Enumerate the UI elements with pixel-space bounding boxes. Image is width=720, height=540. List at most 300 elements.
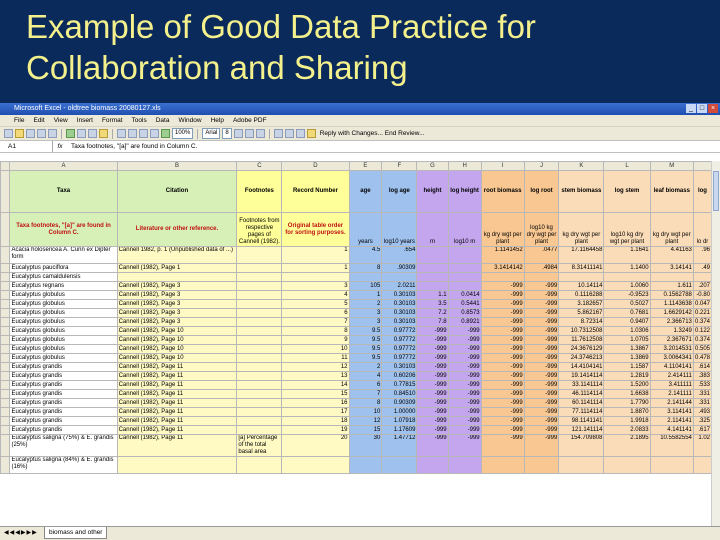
cell-lstem[interactable]: -0.9523 [604, 291, 650, 300]
cell-leaf[interactable]: 4.41163 [650, 247, 693, 264]
cell-h[interactable]: -999 [417, 363, 448, 372]
row-header[interactable] [1, 309, 10, 318]
cell-lh[interactable] [448, 264, 481, 273]
log-leaf-units[interactable]: lo dr [693, 213, 711, 247]
fx-icon[interactable]: fx [57, 143, 63, 150]
cell-leaf[interactable]: 0.1562788 [650, 291, 693, 300]
row-header[interactable] [1, 372, 10, 381]
menu-file[interactable]: File [14, 117, 25, 124]
cell-cite[interactable]: Cannell (1982), Page 11 [117, 390, 237, 399]
header-log-age[interactable]: log age [382, 171, 417, 213]
cell-lh[interactable]: 0.8921 [448, 318, 481, 327]
cell-h[interactable]: -999 [417, 426, 448, 435]
cell-cite[interactable]: Cannell (1982), Page 10 [117, 354, 237, 363]
cell-taxa[interactable]: Eucalyptus grandis [10, 408, 117, 417]
cell-cite[interactable]: Cannell (1982), Page 11 [117, 381, 237, 390]
cell-lroot[interactable]: -999 [524, 282, 559, 291]
cell-lh[interactable]: -999 [448, 327, 481, 336]
cell-lh[interactable]: 0.5441 [448, 300, 481, 309]
cell-lage[interactable]: 1.47712 [382, 435, 417, 457]
cell-rec[interactable]: 3 [282, 282, 349, 291]
cell-lroot[interactable]: -999 [524, 363, 559, 372]
cell-lstem[interactable]: 0.5027 [604, 300, 650, 309]
cell-taxa[interactable]: Eucalyptus pauciflora [10, 264, 117, 273]
cell-root[interactable] [481, 273, 524, 282]
cell-lleaf[interactable]: .331 [693, 390, 711, 399]
cell-lage[interactable]: 0.30103 [382, 318, 417, 327]
cell-rec[interactable]: 17 [282, 408, 349, 417]
cell-lstem[interactable]: 1.5200 [604, 381, 650, 390]
row-header[interactable] [1, 264, 10, 273]
age-units[interactable]: years [349, 213, 382, 247]
minimize-icon[interactable]: _ [686, 104, 696, 113]
save-icon[interactable] [26, 129, 35, 138]
cell-stem[interactable]: 17.1164458 [559, 247, 604, 264]
font-size-select[interactable]: 8 [222, 128, 231, 139]
row-header[interactable] [1, 354, 10, 363]
row-header[interactable] [1, 399, 10, 408]
row-header[interactable] [1, 336, 10, 345]
cell-h[interactable]: -999 [417, 345, 448, 354]
cell-lage[interactable]: 0.30103 [382, 363, 417, 372]
cell-rec[interactable]: 9 [282, 336, 349, 345]
cell-lstem[interactable]: 1.0060 [604, 282, 650, 291]
column-header-c[interactable]: C [237, 162, 282, 171]
cell-lleaf[interactable]: 0.122 [694, 328, 710, 334]
cell-cite[interactable]: Cannell (1982), Page 3 [117, 318, 237, 327]
cell-h[interactable]: -999 [417, 399, 448, 408]
cell-stem[interactable]: 3.182657 [559, 300, 604, 309]
cell-cite[interactable] [117, 457, 237, 474]
cell-leaf[interactable]: 1.6629142 [650, 309, 693, 318]
cell-lage[interactable]: 0.30103 [382, 309, 417, 318]
cell-leaf[interactable]: 3.0064341 [650, 354, 693, 363]
underline-icon[interactable] [256, 129, 265, 138]
cell-fn[interactable] [237, 363, 282, 372]
menu-format[interactable]: Format [101, 117, 123, 124]
cell-lage[interactable] [382, 273, 417, 282]
cell-cite[interactable]: Cannell (1982), Page 10 [117, 336, 237, 345]
cell-lage[interactable]: 0.97772 [382, 345, 417, 354]
cell-lleaf[interactable]: .331 [693, 399, 711, 408]
cell-lage[interactable]: 0.60206 [382, 372, 417, 381]
cell-rec[interactable]: 11 [282, 354, 349, 363]
row-header[interactable] [1, 345, 10, 354]
cell-lleaf[interactable]: .325 [693, 417, 711, 426]
header-stem-biomass[interactable]: stem biomass [559, 171, 604, 213]
cell-h[interactable]: -999 [417, 327, 448, 336]
row-header[interactable] [1, 282, 10, 291]
align-center-icon[interactable] [285, 129, 294, 138]
header-taxa[interactable]: Taxa [10, 171, 117, 213]
header-footnotes[interactable]: Footnotes [237, 171, 282, 213]
column-header-m[interactable]: M [650, 162, 693, 171]
record-note[interactable]: Original table order for sorting purposes. [282, 213, 349, 247]
menu-view[interactable]: View [53, 117, 68, 124]
cell-lroot[interactable]: -999 [524, 417, 559, 426]
cell-taxa[interactable]: Eucalyptus globulus [10, 309, 117, 318]
cell-taxa[interactable]: Eucalyptus saligna (84%) & E. grandis (16%) [10, 457, 117, 474]
review-toolbar-text[interactable]: Reply with Changes... End Review... [319, 130, 425, 137]
row-header[interactable] [1, 273, 10, 282]
cell-lh[interactable]: 0.0414 [448, 291, 481, 300]
cell-stem[interactable]: 33.1141114 [559, 381, 604, 390]
cell-leaf[interactable]: 3.14141 [650, 264, 693, 273]
cell-h[interactable]: -999 [417, 417, 448, 426]
cell-rec[interactable]: 15 [282, 390, 349, 399]
menu-window[interactable]: Window [178, 117, 202, 124]
header-record-number[interactable]: Record Number [282, 171, 349, 213]
column-header-i[interactable]: I [481, 162, 524, 171]
cell-lstem[interactable]: 1.3869 [604, 354, 650, 363]
cell-lstem[interactable]: 0.9407 [604, 318, 650, 327]
header-log-leaf[interactable]: log [693, 171, 711, 213]
cell-lh[interactable]: 0.8573 [448, 309, 481, 318]
cell-fn[interactable] [237, 345, 282, 354]
cell-rec[interactable]: 14 [282, 381, 349, 390]
cell-h[interactable]: -999 [417, 435, 448, 457]
cell-stem[interactable]: 0.1116288 [559, 291, 604, 300]
cell-cite[interactable]: Cannell (1982), Page 11 [117, 372, 237, 381]
cell-age[interactable]: 9.5 [349, 327, 382, 336]
cell-stem[interactable]: 10.7312508 [559, 327, 604, 336]
cell-lstem[interactable]: 1.7790 [604, 399, 650, 408]
cell-lage[interactable]: 2.0211 [382, 282, 417, 291]
cell-leaf[interactable]: 2.414111 [650, 372, 693, 381]
cell-rec[interactable]: 8 [282, 327, 349, 336]
row-header[interactable] [1, 363, 10, 372]
cell-root[interactable]: -999 [481, 282, 524, 291]
cell-fn[interactable] [237, 264, 282, 273]
cell-stem[interactable] [559, 457, 604, 474]
stem-units[interactable]: kg dry wgt per plant [559, 213, 604, 247]
cell-lage[interactable]: 1.00000 [382, 408, 417, 417]
cell-fn[interactable] [237, 247, 282, 264]
row-header[interactable] [1, 381, 10, 390]
cell-lroot[interactable]: -999 [524, 318, 559, 327]
taxa-note[interactable]: Taxa footnotes, "[a]" are found in Column C. [10, 213, 117, 247]
menu-adobe-pdf[interactable]: Adobe PDF [232, 117, 267, 124]
cell-lstem[interactable]: 2.1895 [604, 435, 650, 457]
cell-lstem[interactable]: 0.7681 [604, 309, 650, 318]
cell-taxa[interactable]: Eucalyptus grandis [10, 381, 117, 390]
cell-root[interactable]: -999 [481, 291, 524, 300]
cell-leaf[interactable] [650, 457, 693, 474]
cell-cite[interactable]: Cannell (1982), Page 11 [117, 363, 237, 372]
cell-lh[interactable]: -999 [448, 390, 481, 399]
cell-taxa[interactable]: Eucalyptus grandis [10, 363, 117, 372]
cell-lstem[interactable]: 1.3867 [604, 345, 650, 354]
cell-taxa[interactable]: Eucalyptus grandis [10, 399, 117, 408]
cell-cite[interactable]: Cannell (1982), Page 11 [117, 417, 237, 426]
row-header[interactable] [1, 426, 10, 435]
cell-rec[interactable]: 7 [282, 318, 349, 327]
cell-age[interactable]: 9.5 [349, 354, 382, 363]
leaf-units[interactable]: kg dry wgt per plant [650, 213, 693, 247]
cell-rec[interactable]: 5 [282, 300, 349, 309]
italic-icon[interactable] [245, 129, 254, 138]
cell-lstem[interactable]: 1.1641 [604, 247, 650, 264]
cell-lroot[interactable]: .0477 [524, 247, 559, 264]
cell-lh[interactable]: -999 [448, 435, 481, 457]
header-leaf-biomass[interactable]: leaf biomass [650, 171, 693, 213]
row-header[interactable] [1, 300, 10, 309]
cell-fn[interactable] [237, 381, 282, 390]
cell-lstem[interactable]: 1.2819 [604, 372, 650, 381]
cell-lage[interactable]: 0.30103 [382, 291, 417, 300]
cell-lh[interactable]: -999 [448, 399, 481, 408]
cell-h[interactable] [417, 457, 448, 474]
cell-leaf[interactable]: 10.5582554 [650, 435, 693, 457]
cell-stem[interactable]: 24.3746213 [559, 354, 604, 363]
cell-age[interactable]: 9.5 [349, 345, 382, 354]
cell-lroot[interactable]: -999 [524, 399, 559, 408]
cell-age[interactable]: 15 [349, 426, 382, 435]
row-header[interactable] [1, 327, 10, 336]
cell-lstem[interactable] [604, 457, 650, 474]
cell-lleaf[interactable]: 1.02 [693, 435, 711, 457]
sheet-nav-arrows[interactable]: ◀◀◀▶▶▶ [4, 530, 38, 536]
cell-lroot[interactable]: -999 [524, 309, 559, 318]
cell-rec[interactable]: 13 [282, 372, 349, 381]
cell-lstem[interactable]: 1.1400 [604, 264, 650, 273]
cell-lleaf[interactable]: 0.221 [694, 310, 710, 316]
header-root-biomass[interactable]: root biomass [481, 171, 524, 213]
cell-taxa[interactable]: Eucalyptus saligna (75%) & E. grandis (25%) [10, 435, 117, 457]
cell-root[interactable]: -999 [481, 390, 524, 399]
cell-lroot[interactable]: -999 [524, 354, 559, 363]
cell-leaf[interactable]: 4.1104141 [650, 363, 693, 372]
cell-cite[interactable]: Cannell (1982), Page 3 [117, 291, 237, 300]
cell-fn[interactable] [237, 457, 282, 474]
cell-rec[interactable]: 6 [282, 309, 349, 318]
cell-lroot[interactable]: -999 [524, 336, 559, 345]
cell-age[interactable]: 10 [349, 408, 382, 417]
cell-h[interactable] [417, 282, 448, 291]
cell-root[interactable]: -999 [481, 363, 524, 372]
cell-leaf[interactable]: 2.114141 [650, 417, 693, 426]
cell-fn[interactable] [237, 426, 282, 435]
cell-lage[interactable]: 0.97772 [382, 354, 417, 363]
menu-help[interactable]: Help [210, 117, 224, 124]
height-units[interactable]: m [417, 213, 448, 247]
cell-lh[interactable]: -999 [448, 363, 481, 372]
cell-lroot[interactable]: .4984 [524, 264, 559, 273]
cell-root[interactable]: -999 [481, 327, 524, 336]
menu-insert[interactable]: Insert [76, 117, 93, 124]
close-icon[interactable]: × [708, 104, 718, 113]
cell-lroot[interactable]: -999 [524, 327, 559, 336]
cell-h[interactable]: -999 [417, 381, 448, 390]
footnotes-note[interactable]: Footnotes from respective pages of Cannell (1982). [237, 213, 282, 247]
cell-lleaf[interactable]: 0.505 [694, 346, 710, 352]
cell-lh[interactable]: -999 [448, 417, 481, 426]
cell-taxa[interactable]: Eucalyptus camaldulensis [10, 273, 117, 282]
column-header-l[interactable]: L [604, 162, 650, 171]
cell-lage[interactable]: .654 [382, 247, 417, 264]
log-stem-units[interactable]: log10 kg dry wgt per plant [604, 213, 650, 247]
cell-leaf[interactable]: 2.367671 [650, 336, 693, 345]
cell-root[interactable]: -999 [481, 345, 524, 354]
cell-rec[interactable] [282, 273, 349, 282]
spelling-icon[interactable] [66, 129, 75, 138]
cell-lleaf[interactable] [693, 273, 711, 282]
cell-root[interactable]: -999 [481, 426, 524, 435]
print-icon[interactable] [37, 129, 46, 138]
cell-taxa[interactable]: Acacia holosericea A. Cunn ex Dipter form [10, 247, 117, 264]
cell-taxa[interactable]: Eucalyptus grandis [10, 417, 117, 426]
cell-rec[interactable]: 12 [282, 363, 349, 372]
cell-cite[interactable]: Cannell (1982), Page 3 [117, 309, 237, 318]
cell-root[interactable]: -999 [481, 309, 524, 318]
cell-cite[interactable]: Cannell (1982), Page 11 [117, 408, 237, 417]
cell-lh[interactable]: -999 [448, 426, 481, 435]
new-icon[interactable] [4, 129, 13, 138]
formula-content[interactable]: Taxa footnotes, "[a]" are found in Column C. [71, 143, 198, 150]
cell-lroot[interactable]: -999 [524, 390, 559, 399]
cell-leaf[interactable]: 3.411111 [650, 381, 693, 390]
cell-age[interactable]: 3 [349, 309, 382, 318]
header-age[interactable]: age [349, 171, 382, 213]
cell-age[interactable]: 6 [349, 381, 382, 390]
cell-taxa[interactable]: Eucalyptus globulus [10, 354, 117, 363]
cell-age[interactable]: 2 [349, 363, 382, 372]
align-right-icon[interactable] [296, 129, 305, 138]
cell-fn[interactable] [237, 327, 282, 336]
cell-lleaf[interactable]: -0.80 [693, 291, 711, 300]
cell-lleaf[interactable]: 0.478 [694, 355, 710, 361]
cell-lstem[interactable]: 1.9918 [604, 417, 650, 426]
cell-age[interactable]: 2 [349, 300, 382, 309]
cell-fn[interactable] [237, 372, 282, 381]
cell-lage[interactable]: 0.90309 [382, 399, 417, 408]
cell-h[interactable]: -999 [417, 408, 448, 417]
cell-stem[interactable] [559, 273, 604, 282]
cell-lleaf[interactable]: 0.374 [694, 319, 710, 325]
cell-lroot[interactable] [524, 457, 559, 474]
cell-age[interactable]: 1 [349, 291, 382, 300]
cell-root[interactable]: -999 [481, 300, 524, 309]
cell-root[interactable]: -999 [481, 372, 524, 381]
print-preview-icon[interactable] [48, 129, 57, 138]
cell-h[interactable] [417, 247, 448, 264]
cell-rec[interactable]: 1 [282, 247, 349, 264]
cell-cite[interactable]: Cannell (1982), Page 10 [117, 345, 237, 354]
sheet-tab[interactable]: biomass and other [44, 527, 107, 539]
zoom-select[interactable]: 100% [172, 128, 193, 139]
cell-age[interactable] [349, 457, 382, 474]
cell-stem[interactable]: 60.1141114 [559, 399, 604, 408]
name-box[interactable]: A1 [0, 141, 53, 152]
cell-lage[interactable]: 0.84510 [382, 390, 417, 399]
cell-taxa[interactable]: Eucalyptus regnans [10, 282, 117, 291]
cell-h[interactable]: -999 [417, 336, 448, 345]
cell-taxa[interactable]: Eucalyptus globulus [10, 345, 117, 354]
header-log-root[interactable]: log root [524, 171, 559, 213]
cell-root[interactable] [481, 457, 524, 474]
cell-fn[interactable] [237, 336, 282, 345]
cell-rec[interactable] [282, 457, 349, 474]
cell-stem[interactable]: 14.4104141 [559, 363, 604, 372]
cell-rec[interactable]: 19 [282, 426, 349, 435]
log-age-units[interactable]: log10 years [382, 213, 417, 247]
cell-lleaf[interactable]: .49 [693, 264, 711, 273]
scrollbar-thumb[interactable] [713, 171, 719, 211]
cell-lroot[interactable]: -999 [524, 426, 559, 435]
select-all-corner[interactable] [1, 162, 10, 171]
cell-h[interactable] [417, 264, 448, 273]
cell-rec[interactable]: 16 [282, 399, 349, 408]
cell-h[interactable]: -999 [417, 372, 448, 381]
cell-lleaf[interactable]: .383 [693, 372, 711, 381]
cell-lroot[interactable]: -999 [524, 372, 559, 381]
cell-cite[interactable]: Cannell 1982, p. 1 (Unpublished data of ...) [117, 247, 237, 264]
cell-leaf[interactable]: 1.3249 [650, 327, 693, 336]
cell-lleaf[interactable]: .493 [693, 408, 711, 417]
cell-age[interactable]: 7 [349, 390, 382, 399]
cell-lh[interactable]: -999 [448, 354, 481, 363]
row-header[interactable] [1, 417, 10, 426]
cell-lroot[interactable]: -999 [524, 291, 559, 300]
cell-leaf[interactable]: 4.141141 [650, 426, 693, 435]
cell-rec[interactable]: 4 [282, 291, 349, 300]
cell-cite[interactable]: Cannell (1982), Page 3 [117, 282, 237, 291]
cell-root[interactable]: -999 [481, 354, 524, 363]
header-citation[interactable]: Citation [117, 171, 237, 213]
cell-lstem[interactable]: 1.0306 [604, 327, 650, 336]
cell-lleaf[interactable]: .207 [693, 282, 711, 291]
font-select[interactable]: Arial [202, 128, 220, 139]
redo-icon[interactable] [128, 129, 137, 138]
cell-fn[interactable] [237, 273, 282, 282]
cell-lstem[interactable]: 1.6638 [604, 390, 650, 399]
cell-lroot[interactable] [524, 273, 559, 282]
column-header-j[interactable]: J [524, 162, 559, 171]
cell-stem[interactable]: 5.862167 [559, 309, 604, 318]
cell-stem[interactable]: 8.31411141 [559, 264, 604, 273]
undo-icon[interactable] [117, 129, 126, 138]
menu-tools[interactable]: Tools [131, 117, 147, 124]
column-header-f[interactable]: F [382, 162, 417, 171]
cell-stem[interactable]: 8.72314 [559, 318, 604, 327]
cell-lroot[interactable]: -999 [524, 381, 559, 390]
cell-lh[interactable]: -999 [448, 336, 481, 345]
root-units[interactable]: kg dry wgt per plant [481, 213, 524, 247]
chart-wizard-icon[interactable] [161, 129, 170, 138]
cell-taxa[interactable]: Eucalyptus globulus [10, 300, 117, 309]
bold-icon[interactable] [234, 129, 243, 138]
cell-lh[interactable] [448, 247, 481, 264]
cell-cite[interactable]: Cannell (1982), Page 10 [117, 327, 237, 336]
cell-root[interactable]: 1.1141452 [481, 247, 524, 264]
cell-h[interactable]: -999 [417, 390, 448, 399]
cell-fn[interactable] [237, 390, 282, 399]
cell-rec[interactable]: 1 [282, 264, 349, 273]
cell-cite[interactable] [117, 273, 237, 282]
cell-leaf[interactable]: 1.1143638 [650, 300, 693, 309]
cell-lroot[interactable]: -999 [524, 345, 559, 354]
cell-stem[interactable]: 19.1414114 [559, 372, 604, 381]
cell-leaf[interactable] [650, 273, 693, 282]
cell-lh[interactable]: -999 [448, 381, 481, 390]
column-header-a[interactable]: A [10, 162, 117, 171]
cell-lstem[interactable]: 1.8870 [604, 408, 650, 417]
cell-cite[interactable]: Cannell (1982), Page 11 [117, 399, 237, 408]
cell-age[interactable]: 3 [349, 318, 382, 327]
cell-stem[interactable]: 11.7612508 [559, 336, 604, 345]
cell-lh[interactable] [448, 282, 481, 291]
copy-icon[interactable] [88, 129, 97, 138]
